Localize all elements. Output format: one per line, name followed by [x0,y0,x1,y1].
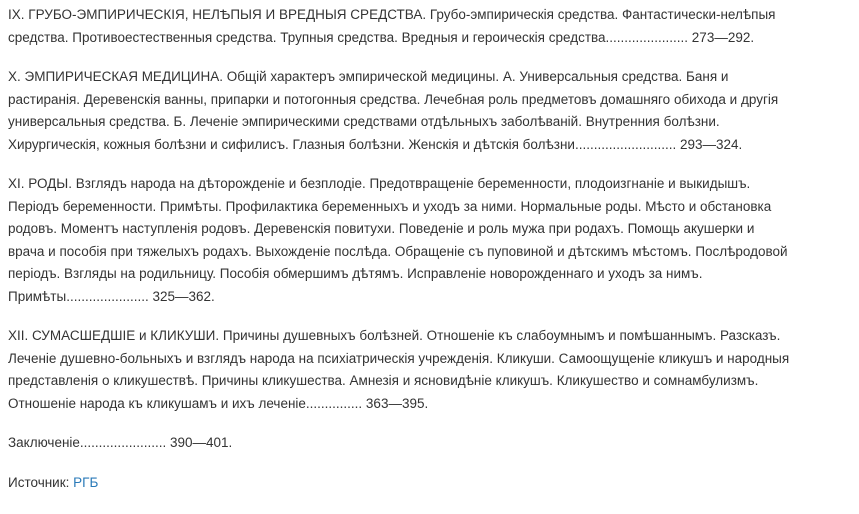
document-body [8,4,848,511]
section-xii-line-2: Леченіе душевно-больныхъ и взглядъ народа на психіатрическія учрежденія. Кликуши. Самоощущеніе кликушъ и народныя [8,350,790,366]
section-ix-line-1: IX. ГРУБО-ЭМПИРИЧЕСКІЯ, НЕЛѢПЫЯ И ВРЕДНЫЯ СРЕДСТВА. Грубо-эмпирическія средства. Фантастически-нелѣпыя [8,7,776,22]
source-line [8,472,848,495]
section-xi-line-1: XI. РОДЫ. Взглядъ народа на дѣторожденіе и безплодіе. Предотвращеніе беременности, плодоизгнаніе и выкидышъ. [8,176,751,191]
section-x [8,66,848,156]
section-ix [8,4,848,49]
section-xi-line-5: періодъ. Взгляды на родильницу. Пособія обмершимъ дѣтямъ. Исправленіе новорожденнаго и уходъ за нимъ. [8,266,703,281]
section-xii-line-1: XII. СУМАСШЕДШІЕ и КЛИКУШИ. Причины душевныхъ болѣзней. Отношеніе къ слабоумнымъ и помѣшаннымъ. Разсказъ. [8,328,781,343]
section-xii-line-3: представленія о кликушествѣ. Причины кликушества. Амнезія и ясновидѣніе кликушъ. Кликушество и сомнамбулизмъ. [8,373,759,388]
section-x-line-2: растиранія. Деревенскія ванны, припарки и потогонныя средства. Лечебная роль предметовъ домашняго обихода и другія [8,91,779,107]
section-x-line-3: универсальныя средства. Б. Леченіе эмпирическими средствами отдѣльныхъ заболѣваній. Внутренния болѣзни. [8,114,720,129]
section-x-line-1: X. ЭМПИРИЧЕСКАЯ МЕДИЦИНА. Общій характеръ эмпирической медицины. А. Универсальныя средства. Баня и [8,69,729,84]
section-x-line-4: Хирургическія, кожныя болѣзни и сифилисъ. Глазныя болѣзни. Женскія и дѣтскія болѣзни........................... 293—324. [8,136,743,152]
section-xi-line-3: родовъ. Моментъ наступленія родовъ. Деревенскія повитухи. Поведеніе и роль мужа при родахъ. Помощь акушерки и [8,221,755,236]
section-xi-line-6: Примѣты...................... 325—362. [8,288,215,304]
section-xi-line-2: Періодъ беременности. Примѣты. Профилактика беременныхъ и уходъ за ними. Нормальные роды. Мѣсто и обстановка [8,198,772,214]
section-ix-line-2: средства. Противоестественныя средства. Трупныя средства. Вредныя и героическія средства...................... 273—292. [8,29,755,45]
section-xii-line-4: Отношеніе народа къ кликушамъ и ихъ леченіе............... 363—395. [8,395,429,411]
source-label: Источник: [8,474,74,490]
section-xi-line-4: врача и пособія при тяжелыхъ родахъ. Выхожденіе послѣда. Обращеніе съ пуповиной и дѣтскимъ мѣстомъ. Послѣродовой [8,243,788,259]
conclusion [8,432,848,455]
source-link[interactable]: РГБ [73,474,99,490]
section-xii [8,325,848,415]
conclusion-line: Заключеніе....................... 390—401. [8,435,233,450]
section-xi [8,173,848,308]
